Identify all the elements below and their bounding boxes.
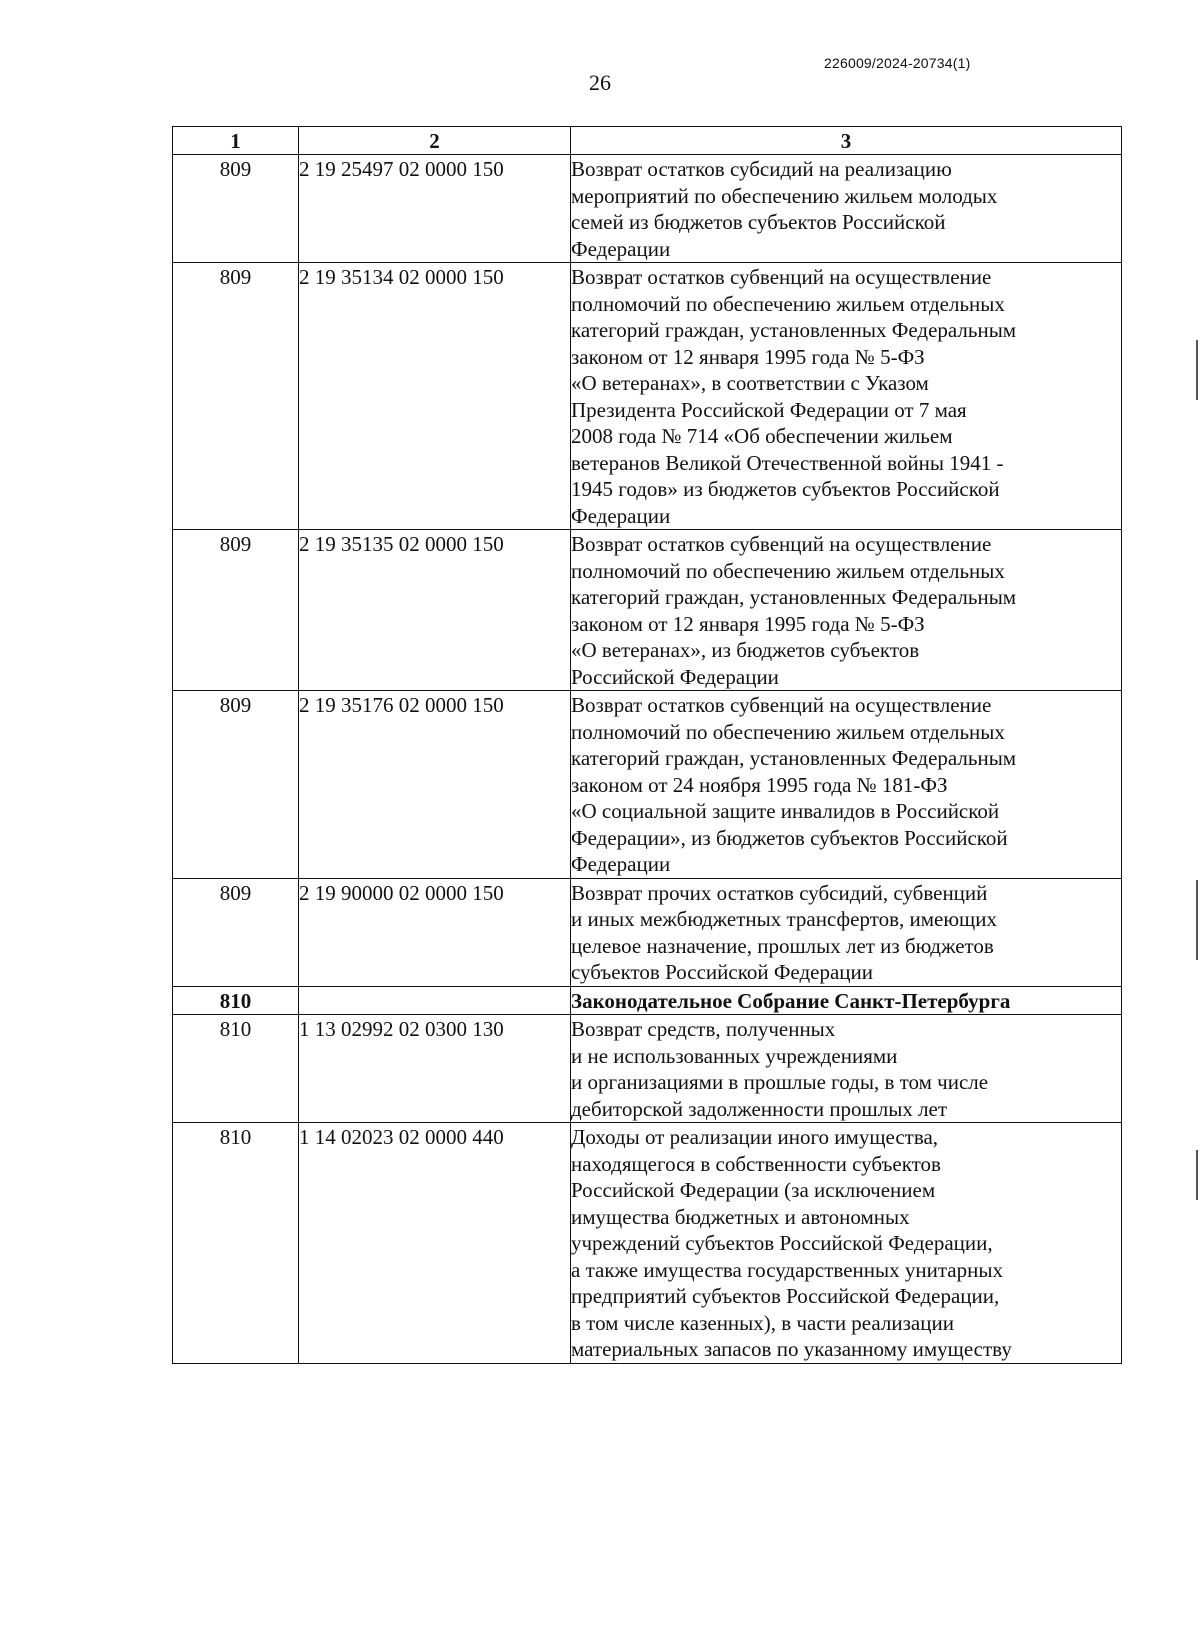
description-line: Федерации: [571, 852, 671, 876]
table-row: [173, 530, 1122, 691]
description-cell: [571, 263, 1122, 530]
description-line: материальных запасов по указанному имуществу: [571, 1337, 1012, 1361]
document-id: 226009/2024-20734(1): [824, 55, 971, 71]
description-line: и не использованных учреждениями: [571, 1043, 898, 1068]
description-line: мероприятий по обеспечению жильем молодых: [571, 183, 998, 208]
description-line: категорий граждан, установленных Федеральным: [571, 746, 1017, 770]
budget-code-cell: 1 13 02992 02 0300 130: [299, 1015, 571, 1123]
table-row: [173, 263, 1122, 530]
org-code-cell: 810: [173, 986, 299, 1015]
column-header-2: 2: [299, 127, 571, 155]
description-cell: [571, 691, 1122, 879]
page-number: 26: [589, 70, 611, 95]
description-line: учреждений субъектов Российской Федерации,: [571, 1231, 993, 1255]
description-line: Доходы от реализации иного имущества,: [571, 1125, 939, 1149]
budget-code-cell: 2 19 35134 02 0000 150: [299, 263, 571, 530]
description-line: Возврат остатков субвенций на осуществление: [571, 532, 992, 556]
description-line: субъектов Российской Федерации: [571, 960, 874, 984]
column-header-3: 3: [571, 127, 1122, 155]
description-line: категорий граждан, установленных Федеральным: [571, 585, 1017, 609]
description-line: Федерации: [571, 236, 671, 261]
description-line: Возврат остатков субсидий на реализацию: [571, 157, 952, 181]
budget-code-cell: 2 19 35176 02 0000 150: [299, 691, 571, 879]
description-line: Законодательное Собрание Санкт-Петербурга: [571, 988, 1011, 1013]
description-line: Возврат прочих остатков субсидий, субвенций: [571, 880, 988, 905]
table-row: [173, 1123, 1122, 1364]
description-line: полномочий по обеспечению жильем отдельных: [571, 558, 1005, 583]
description-line: и организациями в прошлые годы, в том числе: [571, 1070, 989, 1094]
table-row: [173, 986, 1122, 1015]
description-line: Президента Российской Федерации от 7 мая: [571, 397, 967, 422]
budget-code-cell: [299, 986, 571, 1015]
description-line: ветеранов Великой Отечественной войны 1941 -: [571, 450, 1004, 475]
description-line: имущества бюджетных и автономных: [571, 1204, 910, 1229]
budget-code-cell: 2 19 25497 02 0000 150: [299, 155, 571, 263]
description-line: Федерации: [571, 503, 671, 528]
description-line: предприятий субъектов Российской Федерации,: [571, 1284, 1000, 1308]
description-line: Российской Федерации (за исключением: [571, 1178, 936, 1202]
description-line: находящегося в собственности субъектов: [571, 1151, 941, 1176]
org-code-cell: 809: [173, 691, 299, 879]
description-line: Возврат остатков субвенций на осуществление: [571, 265, 992, 289]
table-row: [173, 1015, 1122, 1123]
budget-codes-table: [172, 126, 1122, 1364]
description-line: а также имущества государственных унитарных: [571, 1257, 1003, 1282]
description-line: целевое назначение, прошлых лет из бюджетов: [571, 933, 994, 958]
budget-code-cell: 1 14 02023 02 0000 440: [299, 1123, 571, 1364]
description-line: в том числе казенных), в части реализации: [571, 1310, 954, 1335]
description-line: законом от 12 января 1995 года № 5-ФЗ: [571, 611, 925, 636]
table-row: [173, 155, 1122, 263]
org-code-cell: 810: [173, 1123, 299, 1364]
table-body: [173, 155, 1122, 1364]
table-row: [173, 691, 1122, 879]
org-code-cell: 809: [173, 155, 299, 263]
description-line: «О ветеранах», из бюджетов субъектов: [571, 638, 920, 662]
description-cell: [571, 1015, 1122, 1123]
table-header-row: [173, 127, 1122, 155]
scan-edge-mark: [1196, 340, 1198, 400]
description-cell: [571, 986, 1122, 1015]
scan-edge-mark: [1196, 880, 1198, 960]
description-line: Возврат средств, полученных: [571, 1017, 836, 1041]
org-code-cell: 809: [173, 263, 299, 530]
description-line: 1945 годов» из бюджетов субъектов Российской: [571, 477, 1000, 501]
column-header-1: 1: [173, 127, 299, 155]
table-row: [173, 878, 1122, 986]
description-line: дебиторской задолженности прошлых лет: [571, 1096, 948, 1121]
description-line: законом от 24 ноября 1995 года № 181-ФЗ: [571, 772, 948, 797]
description-cell: [571, 155, 1122, 263]
description-cell: [571, 1123, 1122, 1364]
description-line: 2008 года № 714 «Об обеспечении жильем: [571, 424, 953, 448]
description-line: семей из бюджетов субъектов Российской: [571, 210, 946, 234]
org-code-cell: 810: [173, 1015, 299, 1123]
description-line: «О социальной защите инвалидов в Российской: [571, 799, 1000, 823]
budget-code-cell: 2 19 90000 02 0000 150: [299, 878, 571, 986]
description-line: полномочий по обеспечению жильем отдельных: [571, 719, 1005, 744]
description-line: категорий граждан, установленных Федеральным: [571, 318, 1017, 342]
scan-edge-mark: [1196, 1150, 1198, 1200]
description-line: и иных межбюджетных трансфертов, имеющих: [571, 907, 997, 931]
org-code-cell: 809: [173, 530, 299, 691]
org-code-cell: 809: [173, 878, 299, 986]
description-line: законом от 12 января 1995 года № 5-ФЗ: [571, 344, 925, 369]
description-line: «О ветеранах», в соответствии с Указом: [571, 371, 929, 395]
description-line: полномочий по обеспечению жильем отдельных: [571, 291, 1005, 316]
description-line: Российской Федерации: [571, 664, 779, 689]
description-line: Возврат остатков субвенций на осуществление: [571, 693, 992, 717]
description-cell: [571, 530, 1122, 691]
description-line: Федерации», из бюджетов субъектов Российской: [571, 825, 1008, 850]
budget-code-cell: 2 19 35135 02 0000 150: [299, 530, 571, 691]
description-cell: [571, 878, 1122, 986]
